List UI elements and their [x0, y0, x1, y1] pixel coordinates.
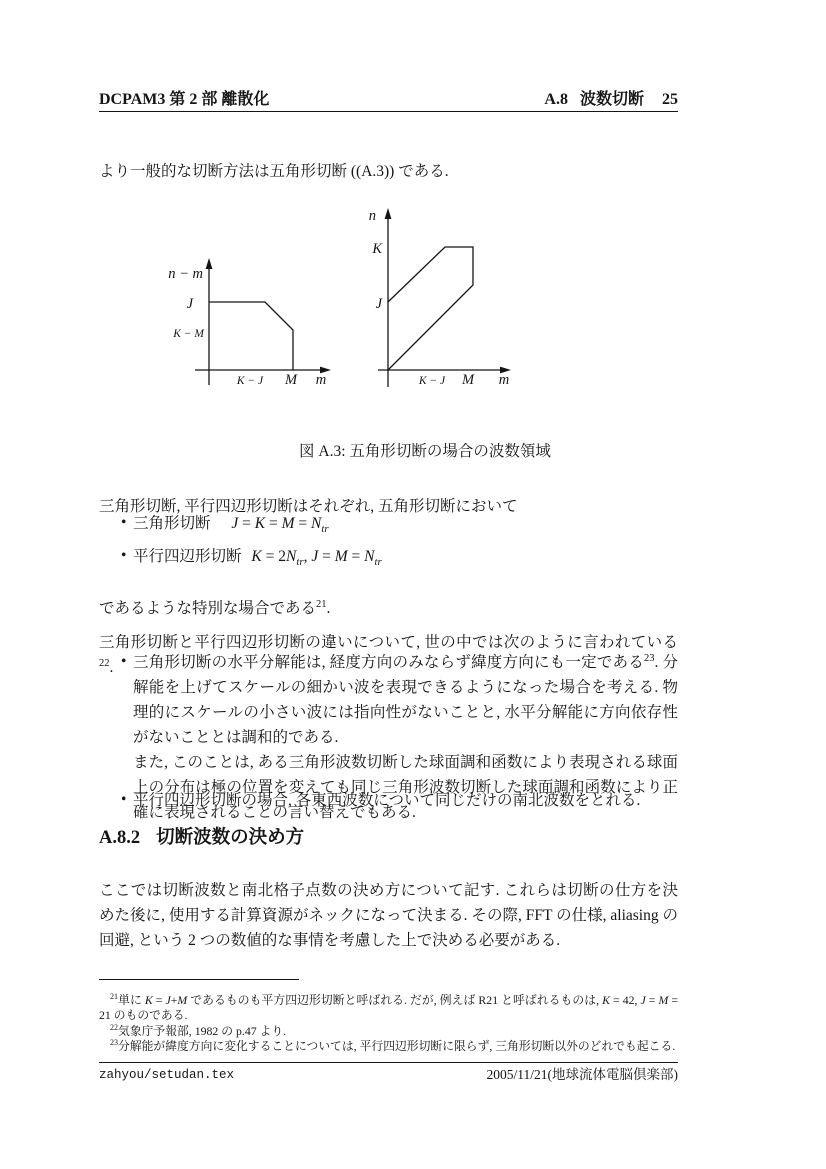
left-y-axis-arrow-icon — [206, 258, 213, 269]
header-page-number: 25 — [662, 91, 678, 108]
left-x-axis-label: m — [315, 372, 327, 388]
left-diagram — [168, 258, 331, 388]
footnote-text: 気象庁予報部, 1982 の p.47 より. — [118, 1023, 287, 1038]
header-section-name: 波数切断 — [579, 91, 644, 108]
opinion-text: 平行四辺形切断の場合, 各東西波数について同じだけの南北波数をとれる. — [133, 792, 641, 809]
header-document-title: DCPAM3 第 2 部 離散化 — [99, 91, 270, 108]
difference-paragraph: 三角形切断と平行四辺形切断の違いについて, 世の中では次のように言われている$^{22}$. — [99, 633, 678, 676]
footnote-number: 21 — [110, 991, 119, 1001]
left-y-axis-label: n − m — [168, 266, 203, 282]
header-section — [544, 90, 678, 110]
footer-rule — [99, 1062, 678, 1063]
special-case-paragraph: であるような特別な場合である$^{21}$. — [99, 598, 331, 617]
intro-paragraph: より一般的な切断方法は五角形切断 ((A.3)) である. — [99, 162, 449, 180]
header-rule — [99, 111, 678, 112]
right-x-axis-label: m — [498, 372, 510, 388]
opinion-block-1: 三角形切断の水平分解能は, 経度方向のみならず緯度方向にも一定である$^{23}$. 分解能を上げてスケールの細かい波を表現できるようになった場合を考える. 物理的にスケールの小さい波には指向性がないことと, 水平分解能に方向依存性がないこととは調和的である. — [133, 652, 678, 746]
figure-caption: 図 A.3: 五角形切断の場合の波数領域 — [299, 443, 551, 460]
section-paragraph: ここでは切断波数と南北格子点数の決め方について記す. これらは切断の仕方を決めた後に, 使用する計算資源がネックになって決まる. その際, FFT の仕様, aliasing の回避, という 2 つの数値的な事情を考慮した上で決める必要がある. — [99, 881, 678, 949]
figure-wavenumber-diagrams — [140, 198, 540, 398]
case-formula: $J = K = M = N_{tr}$ — [231, 515, 329, 536]
opinion-block-2: また, このことは, ある三角形波数切断した球面調和函数により表現される球面上の分布は極の位置を変えても同じ三角形波数切断した球面調和函数により正確に表現されることの言い替えでもある. — [133, 754, 678, 821]
bullet-icon: • — [121, 791, 127, 808]
footnote-21 — [99, 993, 678, 1023]
footer-filename: zahyou/setudan.tex — [99, 1068, 235, 1082]
right-xtick-K-minus-J: K − J — [418, 375, 446, 387]
footer-date-credit: 2005/11/21(地球流体電脳倶楽部) — [486, 1067, 678, 1082]
right-truncation-region-outline — [388, 247, 473, 370]
bullet-icon: • — [121, 514, 127, 531]
right-ytick-K: K — [372, 241, 382, 257]
left-ytick-K-minus-M: K − M — [173, 328, 204, 340]
left-xtick-M: M — [284, 372, 298, 388]
right-y-axis-arrow-icon — [385, 208, 392, 219]
section-heading — [99, 826, 304, 850]
footnote-text: 分解能が緯度方向に変化することについては, 平行四辺形切断に限らず, 三角形切断以外のどれでも起こる. — [118, 1038, 676, 1053]
left-truncation-region-outline — [209, 302, 293, 370]
footnote-number: 23 — [110, 1037, 119, 1047]
right-diagram — [369, 208, 511, 388]
truncation-paragraph: 三角形切断, 平行四辺形切断はそれぞれ, 五角形切断において — [99, 497, 518, 515]
footnote-23 — [99, 1039, 678, 1054]
footnote-text: 単に K = J+M であるものも平方四辺形切断と呼ばれる. だが, 例えば R21 と呼ばれるものは, K = 42, J = M = 21 のものである. — [99, 992, 678, 1022]
list-item-parallelogram-truncation — [99, 546, 678, 568]
bullet-icon: • — [121, 653, 127, 670]
header-section-number: A.8 — [544, 91, 568, 108]
right-y-axis-label: n — [368, 208, 376, 224]
bullet-icon: • — [121, 547, 127, 564]
case-label: 平行四辺形切断 — [133, 548, 242, 565]
left-ytick-J: J — [186, 296, 193, 312]
footnote-number: 22 — [110, 1022, 119, 1032]
list-item-parallelogram-wavenumbers — [99, 788, 678, 813]
section-heading-title: 切断波数の決め方 — [156, 828, 305, 848]
left-xtick-K-minus-J: K − J — [236, 375, 264, 387]
right-ytick-J: J — [375, 296, 382, 312]
footnote-22 — [99, 1024, 678, 1039]
footnote-rule — [99, 979, 299, 980]
list-item-triangular-truncation — [99, 513, 678, 535]
right-xtick-M: M — [461, 372, 475, 388]
case-label: 三角形切断 — [133, 515, 211, 532]
section-heading-number: A.8.2 — [99, 828, 141, 848]
case-formula: $K = 2N_{tr}$, $J = M = N_{tr}$ — [251, 548, 382, 569]
